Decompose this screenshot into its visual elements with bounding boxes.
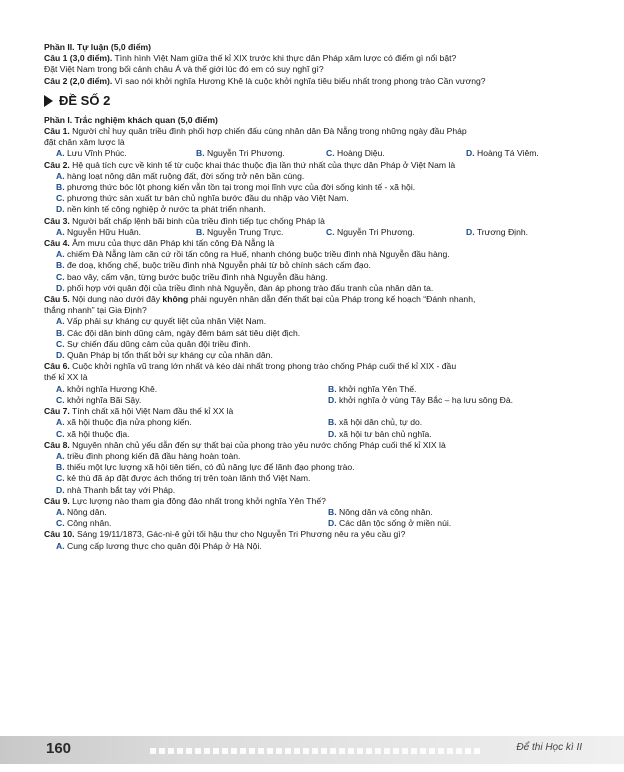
option-text: Trương Định. bbox=[476, 226, 529, 237]
option-text: Các dân tộc sống ở miền núi. bbox=[338, 518, 452, 529]
option-a bbox=[44, 249, 600, 260]
option-letter: A. bbox=[56, 506, 65, 517]
option-letter: B. bbox=[196, 226, 205, 237]
option-c bbox=[44, 272, 600, 283]
question-number: Câu 3. bbox=[44, 215, 70, 226]
question-emphasis: không bbox=[162, 294, 189, 305]
option-text: khởi nghĩa Hương Khê. bbox=[66, 383, 158, 394]
question-number: Câu 1. bbox=[44, 126, 70, 137]
option-letter: D. bbox=[466, 226, 475, 237]
question-3 bbox=[44, 216, 600, 227]
option-letter: B. bbox=[56, 260, 65, 271]
question-6-cont: thế kỉ XX là bbox=[44, 372, 88, 383]
option-b bbox=[44, 328, 600, 339]
question-number: Câu 8. bbox=[44, 439, 70, 450]
option-b bbox=[328, 417, 422, 428]
option-letter: D. bbox=[56, 484, 65, 495]
question-2 bbox=[44, 160, 600, 171]
page-content bbox=[44, 42, 600, 552]
option-letter: A. bbox=[56, 383, 65, 394]
option-b bbox=[44, 182, 600, 193]
option-letter: A. bbox=[56, 540, 65, 551]
option-text: phương thức sản xuất tư bản chủ nghĩa bước đầu du nhập vào Việt Nam. bbox=[66, 193, 349, 204]
option-letter: A. bbox=[56, 170, 65, 181]
option-text: Sự chiến đấu dũng cảm của quân đội triều đình. bbox=[66, 338, 251, 349]
option-letter: D. bbox=[466, 148, 475, 159]
option-a bbox=[44, 451, 600, 462]
option-text: nhà Thanh bắt tay với Pháp. bbox=[66, 484, 176, 495]
option-letter: C. bbox=[56, 338, 65, 349]
option-text: Vấp phải sự kháng cự quyết liệt của nhân Việt Nam. bbox=[66, 316, 267, 327]
option-a bbox=[44, 171, 600, 182]
question-text: phải nguyên nhân dẫn đến thất bại của Pháp trong kế hoạch “Đánh nhanh, bbox=[188, 294, 476, 305]
question-number: Câu 10. bbox=[44, 529, 75, 540]
option-c bbox=[44, 473, 600, 484]
option-text: Cung cấp lương thực cho quân đội Pháp ở Hà Nội. bbox=[66, 540, 262, 551]
option-a bbox=[44, 541, 600, 552]
question-number: Câu 7. bbox=[44, 406, 70, 417]
option-c bbox=[56, 429, 328, 440]
question-number: Câu 5. bbox=[44, 294, 70, 305]
option-text: khởi nghĩa ở vùng Tây Bắc – hạ lưu sông Đà. bbox=[338, 394, 514, 405]
exam-title bbox=[44, 93, 600, 109]
option-b bbox=[328, 384, 416, 395]
option-b bbox=[328, 507, 433, 518]
option-letter: A. bbox=[56, 249, 65, 260]
question-6-options-cd bbox=[44, 395, 600, 406]
option-letter: C. bbox=[56, 428, 65, 439]
option-text: xã hội tư bản chủ nghĩa. bbox=[338, 428, 432, 439]
option-c bbox=[56, 518, 328, 529]
option-text: Nông dân. bbox=[66, 506, 107, 517]
option-text: triều đình phong kiến đã đầu hàng hoàn toàn. bbox=[66, 450, 241, 461]
option-d bbox=[328, 429, 432, 440]
option-letter: C. bbox=[56, 271, 65, 282]
option-d bbox=[44, 350, 600, 361]
option-letter: D. bbox=[56, 282, 65, 293]
book-title: Để thi Học kì II bbox=[516, 742, 582, 753]
question-1-options bbox=[44, 148, 600, 159]
option-letter: D. bbox=[56, 350, 65, 361]
question-text: Tính chất xã hội Việt Nam đầu thế kỉ XX là bbox=[69, 406, 234, 417]
option-text: Công nhân. bbox=[66, 518, 112, 529]
question-text: Nội dung nào dưới đây bbox=[69, 294, 163, 305]
option-letter: D. bbox=[328, 428, 337, 439]
option-c bbox=[56, 395, 328, 406]
option-text: Lưu Vĩnh Phúc. bbox=[66, 148, 127, 159]
option-letter: C. bbox=[56, 193, 65, 204]
question-4 bbox=[44, 238, 600, 249]
question-9-options-ab bbox=[44, 507, 600, 518]
option-d bbox=[44, 485, 600, 496]
option-letter: C. bbox=[56, 518, 65, 529]
question-7-options-cd bbox=[44, 429, 600, 440]
question-number: Câu 9. bbox=[44, 495, 70, 506]
question-5-cont: thắng nhanh” tại Gia Định? bbox=[44, 305, 147, 316]
option-text: khởi nghĩa Yên Thế. bbox=[338, 383, 417, 394]
option-letter: A. bbox=[56, 417, 65, 428]
part2-heading: Phần II. Tự luận (5,0 điểm) bbox=[44, 42, 151, 52]
question-5 bbox=[44, 294, 600, 305]
option-text: Nguyễn Hữu Huân. bbox=[66, 226, 142, 237]
option-text: nền kinh tế công nghiệp ở nước ta phát triển nhanh. bbox=[66, 204, 266, 215]
page-footer bbox=[0, 726, 624, 772]
option-letter: D. bbox=[328, 394, 337, 405]
question-6-options-ab bbox=[44, 384, 600, 395]
option-text: xã hội dân chủ, tự do. bbox=[338, 417, 423, 428]
option-text: kẻ thù đã áp đặt được ách thống trị trên toàn lãnh thổ Việt Nam. bbox=[66, 473, 311, 484]
option-letter: C. bbox=[56, 473, 65, 484]
option-text: Nguyễn Trung Trực. bbox=[206, 226, 284, 237]
page-number: 160 bbox=[46, 740, 72, 757]
question-text: Âm mưu của thực dân Pháp khi tấn công Đà Nẵng là bbox=[69, 238, 275, 249]
question-1 bbox=[44, 126, 600, 137]
question-number: Câu 2. bbox=[44, 159, 70, 170]
option-letter: A. bbox=[56, 316, 65, 327]
option-text: Nguyễn Tri Phương. bbox=[206, 148, 285, 159]
option-b bbox=[44, 260, 600, 271]
option-a bbox=[44, 316, 600, 327]
option-b bbox=[196, 148, 326, 159]
question-text: Sáng 19/11/1873, Gác-ni-ê gửi tối hậu thư cho Nguyễn Tri Phương nêu ra yêu cầu gì? bbox=[74, 529, 406, 540]
option-text: phối hợp với quân đội của triều đình nhà Nguyễn, đàn áp phong trào đấu tranh của nhân dân ta. bbox=[66, 282, 434, 293]
question-3-options bbox=[44, 227, 600, 238]
question-9 bbox=[44, 496, 600, 507]
option-c bbox=[326, 227, 466, 238]
triangle-bullet-icon bbox=[44, 95, 53, 107]
option-text: khởi nghĩa Bãi Sậy. bbox=[66, 394, 142, 405]
option-a bbox=[56, 507, 328, 518]
option-letter: A. bbox=[56, 226, 65, 237]
option-letter: B. bbox=[328, 506, 337, 517]
option-d bbox=[44, 283, 600, 294]
question-text: Người chỉ huy quân triều đình phối hợp chiến đấu cùng nhân dân Đà Nẵng trong những ngày đầu Pháp bbox=[69, 126, 467, 137]
option-text: Quân Pháp bị tổn thất bởi sự kháng cự của nhân dân. bbox=[66, 350, 273, 361]
option-text: chiếm Đà Nẵng làm căn cứ rồi tấn công ra Huế, nhanh chóng buộc triều đình nhà Nguyễn đầu hàng. bbox=[66, 249, 450, 260]
option-letter: D. bbox=[328, 518, 337, 529]
option-a bbox=[56, 417, 328, 428]
option-b bbox=[196, 227, 326, 238]
option-letter: B. bbox=[56, 182, 65, 193]
option-d bbox=[466, 148, 539, 159]
part1-heading: Phần I. Trắc nghiệm khách quan (5,0 điểm) bbox=[44, 114, 218, 125]
option-letter: B. bbox=[56, 462, 65, 473]
question-8 bbox=[44, 440, 600, 451]
option-d bbox=[328, 518, 451, 529]
option-text: Hoàng Tá Viêm. bbox=[476, 148, 539, 159]
option-text: xã hội thuộc địa. bbox=[66, 428, 130, 439]
option-letter: A. bbox=[56, 148, 65, 159]
option-text: Các đội dân binh dũng cảm, ngày đêm bám sát tiêu diệt địch. bbox=[66, 327, 301, 338]
footer-decoration bbox=[150, 748, 480, 754]
option-text: đe doạ, khống chế, buộc triều đình nhà Nguyễn phải từ bỏ chính sách cấm đạo. bbox=[66, 260, 371, 271]
option-text: Nông dân và công nhân. bbox=[338, 506, 433, 517]
option-b bbox=[44, 462, 600, 473]
option-text: hàng loạt nông dân mất ruộng đất, đời sống trở nên bần cùng. bbox=[66, 170, 305, 181]
option-text: Nguyễn Tri Phương. bbox=[336, 226, 415, 237]
question-number: Câu 1 (3,0 điểm). bbox=[44, 53, 113, 64]
exam-title-text: ĐỀ SỐ 2 bbox=[59, 92, 111, 108]
option-text: xã hội thuộc địa nửa phong kiến. bbox=[66, 417, 192, 428]
essay-question-1 bbox=[44, 53, 600, 64]
essay-question-1-cont: Đặt Việt Nam trong bối cảnh châu Á và thế giới lúc đó em có suy nghĩ gì? bbox=[44, 64, 324, 75]
option-a bbox=[56, 384, 328, 395]
option-text: phương thức bóc lột phong kiến vẫn tồn tại trong mọi lĩnh vực của đời sống kinh tế - xã hội. bbox=[66, 182, 416, 193]
option-d bbox=[466, 227, 528, 238]
question-text: Người bất chấp lệnh bãi binh của triều đình tiếp tục chống Pháp là bbox=[69, 215, 325, 226]
question-9-options-cd bbox=[44, 518, 600, 529]
option-a bbox=[56, 148, 196, 159]
option-letter: B. bbox=[328, 383, 337, 394]
option-letter: C. bbox=[326, 226, 335, 237]
question-10 bbox=[44, 529, 600, 540]
question-text: Vì sao nói khởi nghĩa Hương Khê là cuộc khởi nghĩa tiêu biểu nhất trong phong trào Cần vương? bbox=[112, 75, 486, 86]
option-letter: C. bbox=[56, 394, 65, 405]
question-text: Hệ quả tích cực về kinh tế từ cuộc khai thác thuộc địa lần thứ nhất của thực dân Pháp ở Việt Nam là bbox=[69, 159, 456, 170]
question-7-options-ab bbox=[44, 417, 600, 428]
option-d bbox=[328, 395, 513, 406]
option-text: bao vây, cấm vận, từng bước buộc triều đình nhà Nguyễn đầu hàng. bbox=[66, 271, 328, 282]
question-1-cont: đặt chân xâm lược là bbox=[44, 137, 125, 148]
option-letter: A. bbox=[56, 450, 65, 461]
essay-question-2 bbox=[44, 76, 600, 87]
question-text: Cuộc khởi nghĩa vũ trang lớn nhất và kéo dài nhất trong phong trào chống Pháp cuối thế kỉ XIX - đầu bbox=[69, 361, 457, 372]
option-c bbox=[44, 193, 600, 204]
option-text: thiếu một lực lượng xã hội tiên tiến, có đủ năng lực để lãnh đạo phong trào. bbox=[66, 462, 355, 473]
question-text: Lực lượng nào tham gia đông đảo nhất trong khởi nghĩa Yên Thế? bbox=[69, 495, 326, 506]
option-d bbox=[44, 204, 600, 215]
question-6 bbox=[44, 361, 600, 372]
option-a bbox=[56, 227, 196, 238]
option-c bbox=[326, 148, 466, 159]
option-letter: C. bbox=[326, 148, 335, 159]
option-letter: B. bbox=[328, 417, 337, 428]
question-text: Nguyên nhân chủ yếu dẫn đến sự thất bại của phong trào yêu nước chống Pháp cuối thế kỉ XIX là bbox=[69, 439, 446, 450]
option-letter: B. bbox=[56, 327, 65, 338]
question-number: Câu 4. bbox=[44, 238, 70, 249]
option-text: Hoàng Diệu. bbox=[336, 148, 385, 159]
option-c bbox=[44, 339, 600, 350]
question-7 bbox=[44, 406, 600, 417]
option-letter: B. bbox=[196, 148, 205, 159]
question-text: Tình hình Việt Nam giữa thế kỉ XIX trước khi thực dân Pháp xâm lược có điểm gì nổi bật? bbox=[112, 53, 457, 64]
question-number: Câu 2 (2,0 điểm). bbox=[44, 75, 113, 86]
option-letter: D. bbox=[56, 204, 65, 215]
question-number: Câu 6. bbox=[44, 361, 70, 372]
